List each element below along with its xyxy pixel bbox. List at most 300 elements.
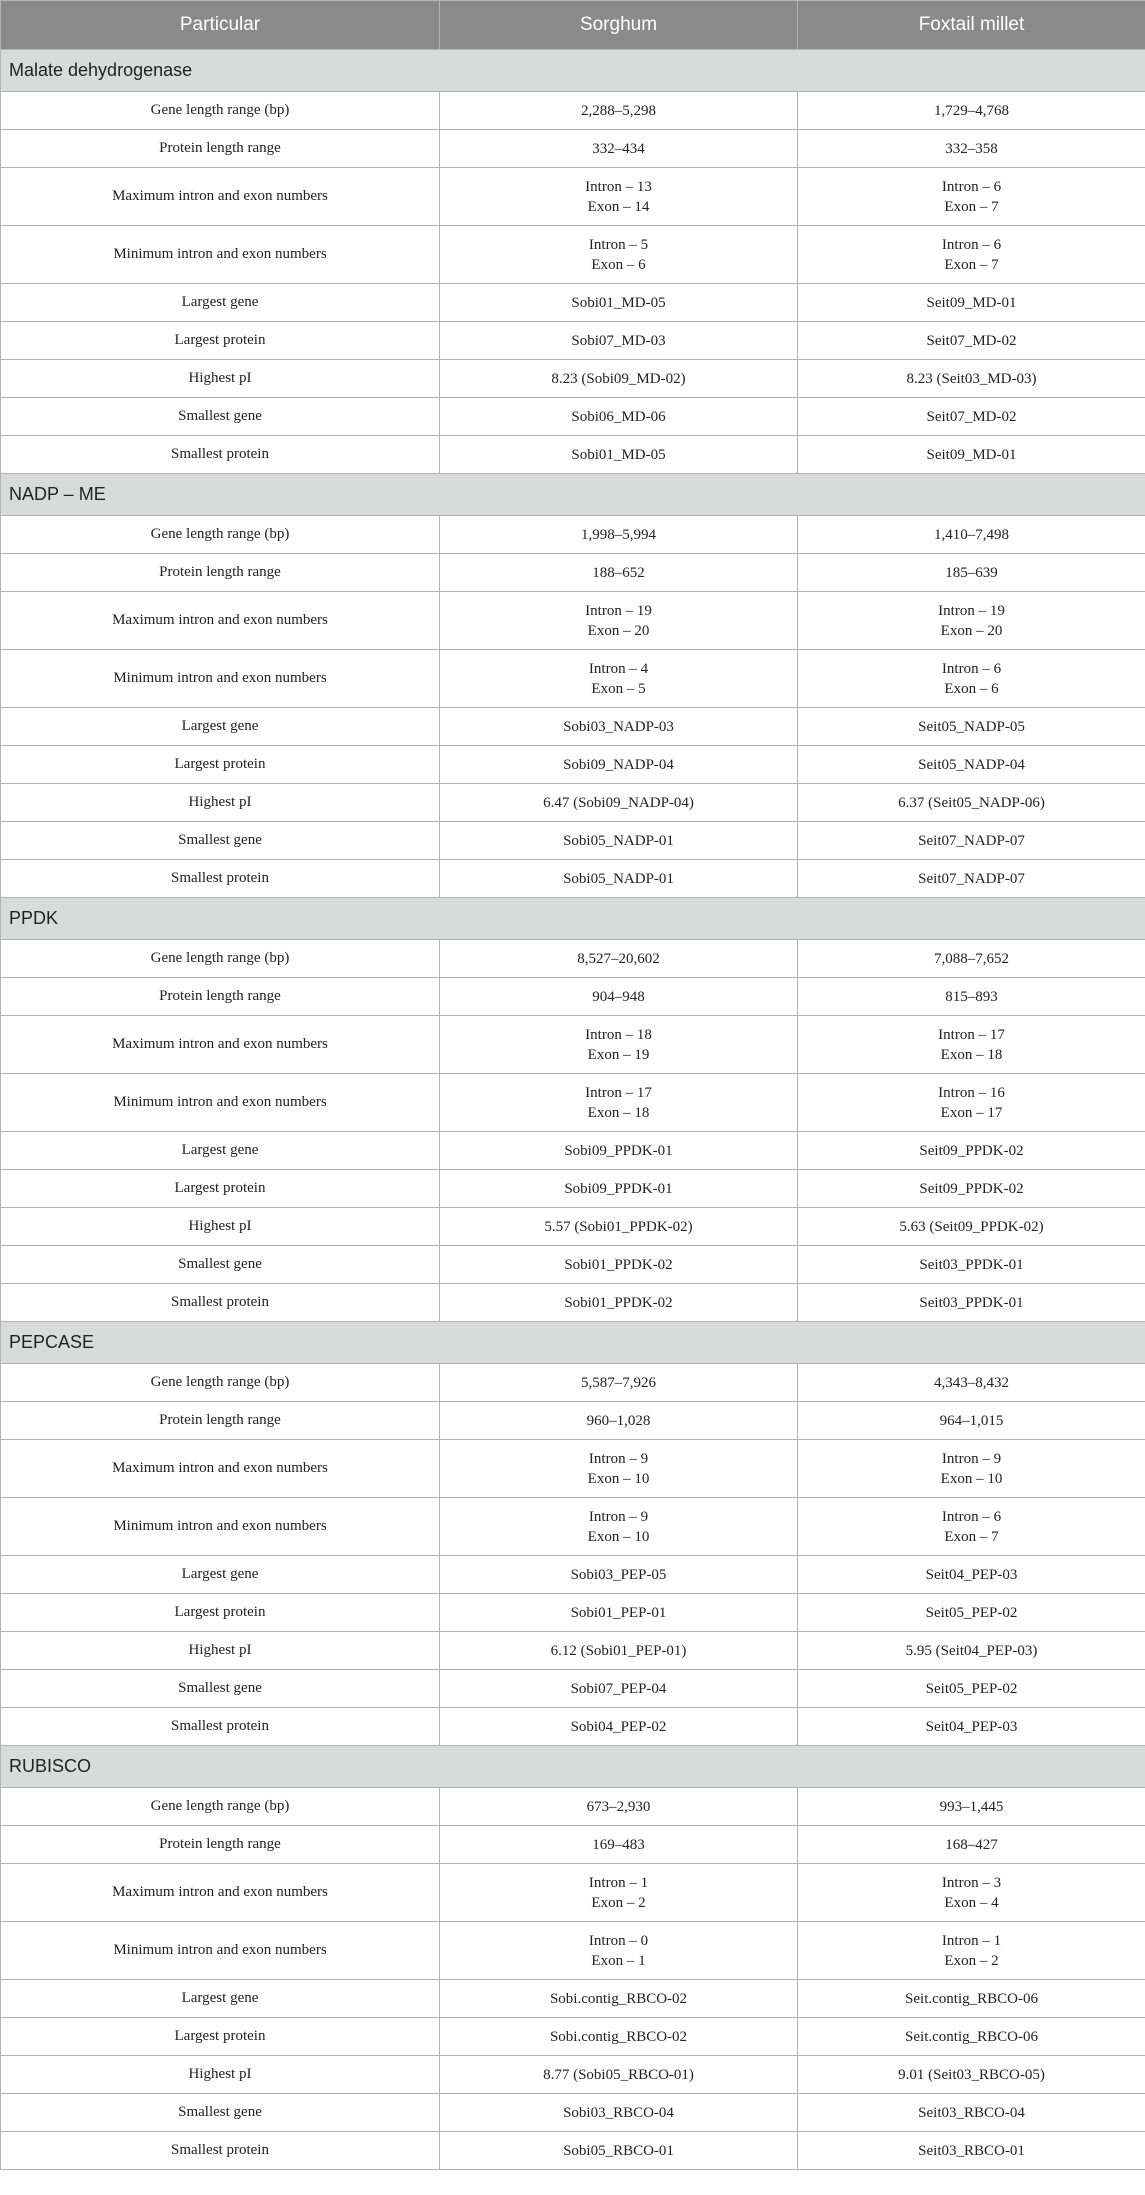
table-row [1, 1246, 1145, 1284]
foxtail-millet-cell [798, 1826, 1145, 1864]
foxtail-millet-cell [798, 1246, 1145, 1284]
cell-line: 4,343–8,432 [934, 1374, 1009, 1391]
foxtail-millet-cell [798, 2094, 1145, 2132]
cell-line: Seit.contig_RBCO-06 [905, 2028, 1038, 2045]
cell-line: Exon – 7 [944, 256, 999, 273]
table-row [1, 322, 1145, 360]
sorghum-cell [440, 1284, 798, 1322]
cell-line: 673–2,930 [586, 1798, 651, 1815]
cell-line: Exon – 20 [587, 622, 650, 639]
cell-line: Intron – 9 [588, 1508, 649, 1525]
particular-cell: Smallest protein [1, 1284, 440, 1322]
sorghum-cell [440, 1246, 798, 1284]
table-row [1, 2132, 1145, 2170]
section-row [1, 474, 1145, 516]
foxtail-millet-cell [798, 1016, 1145, 1074]
cell-line: 5.57 (Sobi01_PPDK-02) [544, 1218, 693, 1235]
particular-cell: Minimum intron and exon numbers [1, 1074, 440, 1132]
cell-line: Sobi09_NADP-04 [563, 756, 674, 773]
cell-line: 5,587–7,926 [581, 1374, 656, 1391]
particular-cell: Maximum intron and exon numbers [1, 1016, 440, 1074]
particular-cell: Largest protein [1, 322, 440, 360]
cell-line: Intron – 0 [588, 1932, 649, 1949]
section-title: Malate dehydrogenase [1, 50, 1145, 92]
cell-line: Sobi01_PEP-01 [570, 1604, 667, 1621]
cell-line: Sobi09_PPDK-01 [564, 1180, 673, 1197]
sorghum-cell [440, 2094, 798, 2132]
particular-cell: Minimum intron and exon numbers [1, 1922, 440, 1980]
header-row [1, 1, 1145, 50]
table-row [1, 398, 1145, 436]
sorghum-cell [440, 746, 798, 784]
foxtail-millet-cell [798, 784, 1145, 822]
foxtail-millet-cell [798, 1498, 1145, 1556]
cell-line: 6.37 (Seit05_NADP-06) [898, 794, 1045, 811]
particular-cell: Maximum intron and exon numbers [1, 1440, 440, 1498]
particular-cell: Maximum intron and exon numbers [1, 1864, 440, 1922]
sorghum-cell [440, 554, 798, 592]
cell-line: Exon – 2 [944, 1952, 999, 1969]
cell-line: Sobi01_PPDK-02 [564, 1256, 673, 1273]
cell-line: Exon – 10 [940, 1470, 1003, 1487]
foxtail-millet-cell [798, 1170, 1145, 1208]
sorghum-cell [440, 650, 798, 708]
particular-cell: Protein length range [1, 554, 440, 592]
table-row [1, 784, 1145, 822]
particular-cell: Largest gene [1, 1132, 440, 1170]
cell-line: Exon – 18 [940, 1046, 1003, 1063]
cell-line: Intron – 3 [941, 1874, 1002, 1891]
foxtail-millet-cell [798, 940, 1145, 978]
cell-line: 1,729–4,768 [934, 102, 1009, 119]
foxtail-millet-cell [798, 130, 1145, 168]
cell-line: Intron – 13 [585, 178, 652, 195]
sorghum-cell [440, 1788, 798, 1826]
cell-line: Exon – 7 [944, 1528, 999, 1545]
sorghum-cell [440, 130, 798, 168]
cell-line: 904–948 [592, 988, 645, 1005]
foxtail-millet-cell [798, 1074, 1145, 1132]
section-row [1, 898, 1145, 940]
cell-line: 964–1,015 [939, 1412, 1004, 1429]
table-row [1, 130, 1145, 168]
particular-cell: Highest pI [1, 360, 440, 398]
table-row [1, 92, 1145, 130]
particular-cell: Smallest protein [1, 860, 440, 898]
foxtail-millet-cell [798, 226, 1145, 284]
sorghum-cell [440, 2056, 798, 2094]
particular-cell: Smallest gene [1, 822, 440, 860]
table-row [1, 436, 1145, 474]
sorghum-cell [440, 1708, 798, 1746]
sorghum-cell [440, 822, 798, 860]
sorghum-cell [440, 1826, 798, 1864]
cell-line: 960–1,028 [586, 1412, 651, 1429]
cell-line: Seit07_MD-02 [926, 332, 1017, 349]
cell-line: 188–652 [592, 564, 645, 581]
cell-line: Intron – 18 [585, 1026, 652, 1043]
foxtail-millet-cell [798, 1594, 1145, 1632]
cell-line: 993–1,445 [939, 1798, 1004, 1815]
section-row [1, 1746, 1145, 1788]
table-row [1, 822, 1145, 860]
sorghum-cell [440, 2132, 798, 2170]
particular-cell: Maximum intron and exon numbers [1, 592, 440, 650]
section-title: RUBISCO [1, 1746, 1145, 1788]
foxtail-millet-cell [798, 2132, 1145, 2170]
foxtail-millet-cell [798, 168, 1145, 226]
foxtail-millet-cell [798, 1632, 1145, 1670]
foxtail-millet-cell [798, 1402, 1145, 1440]
sorghum-cell [440, 1074, 798, 1132]
cell-line: Exon – 4 [944, 1894, 999, 1911]
cell-line: 8.23 (Sobi09_MD-02) [551, 370, 686, 387]
cell-line: 169–483 [592, 1836, 645, 1853]
foxtail-millet-cell [798, 592, 1145, 650]
header-foxtail-millet: Foxtail millet [798, 1, 1145, 50]
cell-line: Exon – 10 [587, 1470, 650, 1487]
cell-line: Sobi01_MD-05 [571, 294, 666, 311]
table-row [1, 2018, 1145, 2056]
foxtail-millet-cell [798, 436, 1145, 474]
cell-line: Seit07_MD-02 [926, 408, 1017, 425]
sorghum-cell [440, 516, 798, 554]
sorghum-cell [440, 1498, 798, 1556]
table-row [1, 554, 1145, 592]
particular-cell: Largest protein [1, 1594, 440, 1632]
particular-cell: Smallest protein [1, 436, 440, 474]
cell-line: Seit05_NADP-04 [918, 756, 1025, 773]
foxtail-millet-cell [798, 516, 1145, 554]
cell-line: Seit04_PEP-03 [925, 1566, 1018, 1583]
table-body [1, 50, 1145, 2170]
cell-line: Sobi.contig_RBCO-02 [549, 2028, 688, 2045]
sorghum-cell [440, 1402, 798, 1440]
cell-line: Seit09_PPDK-02 [919, 1142, 1024, 1159]
table-row [1, 1670, 1145, 1708]
table-row [1, 1284, 1145, 1322]
cell-line: Seit07_NADP-07 [918, 870, 1025, 887]
cell-line: 6.12 (Sobi01_PEP-01) [550, 1642, 687, 1659]
table-row [1, 1708, 1145, 1746]
table-row [1, 1864, 1145, 1922]
table-row [1, 1132, 1145, 1170]
cell-line: 5.63 (Seit09_PPDK-02) [899, 1218, 1044, 1235]
sorghum-cell [440, 1016, 798, 1074]
cell-line: Exon – 1 [591, 1952, 646, 1969]
cell-line: Seit05_NADP-05 [918, 718, 1025, 735]
particular-cell: Largest gene [1, 284, 440, 322]
table-row [1, 360, 1145, 398]
foxtail-millet-cell [798, 2056, 1145, 2094]
sorghum-cell [440, 1170, 798, 1208]
sorghum-cell [440, 1670, 798, 1708]
cell-line: Exon – 18 [587, 1104, 650, 1121]
table-row [1, 978, 1145, 1016]
table-row [1, 2094, 1145, 2132]
particular-cell: Highest pI [1, 1632, 440, 1670]
cell-line: Seit03_PPDK-01 [919, 1294, 1024, 1311]
table-row [1, 1364, 1145, 1402]
cell-line: Sobi05_NADP-01 [563, 832, 674, 849]
sorghum-cell [440, 226, 798, 284]
cell-line: Seit.contig_RBCO-06 [905, 1990, 1038, 2007]
cell-line: Sobi07_PEP-04 [570, 1680, 667, 1697]
particular-cell: Gene length range (bp) [1, 940, 440, 978]
cell-line: 5.95 (Seit04_PEP-03) [905, 1642, 1038, 1659]
cell-line: 168–427 [945, 1836, 998, 1853]
cell-line: Sobi01_PPDK-02 [564, 1294, 673, 1311]
sorghum-cell [440, 284, 798, 322]
table-row [1, 746, 1145, 784]
sorghum-cell [440, 1594, 798, 1632]
sorghum-cell [440, 1440, 798, 1498]
cell-line: Exon – 10 [587, 1528, 650, 1545]
table-row [1, 592, 1145, 650]
cell-line: Seit05_PEP-02 [925, 1604, 1018, 1621]
cell-line: 2,288–5,298 [581, 102, 656, 119]
foxtail-millet-cell [798, 1284, 1145, 1322]
sorghum-cell [440, 360, 798, 398]
particular-cell: Smallest gene [1, 398, 440, 436]
cell-line: Intron – 6 [941, 236, 1002, 253]
cell-line: Intron – 16 [938, 1084, 1005, 1101]
sorghum-cell [440, 2018, 798, 2056]
sorghum-cell [440, 940, 798, 978]
cell-line: Sobi03_PEP-05 [570, 1566, 667, 1583]
table-row [1, 708, 1145, 746]
table-row [1, 1402, 1145, 1440]
table-row [1, 226, 1145, 284]
foxtail-millet-cell [798, 822, 1145, 860]
sorghum-cell [440, 1980, 798, 2018]
cell-line: Exon – 5 [591, 680, 646, 697]
table-row [1, 1826, 1145, 1864]
foxtail-millet-cell [798, 1922, 1145, 1980]
sorghum-cell [440, 1556, 798, 1594]
section-title: PEPCASE [1, 1322, 1145, 1364]
foxtail-millet-cell [798, 360, 1145, 398]
cell-line: Exon – 20 [940, 622, 1003, 639]
table-row [1, 860, 1145, 898]
cell-line: Seit07_NADP-07 [918, 832, 1025, 849]
table-row [1, 1074, 1145, 1132]
foxtail-millet-cell [798, 1208, 1145, 1246]
cell-line: Sobi05_RBCO-01 [563, 2142, 674, 2159]
table-row [1, 1980, 1145, 2018]
sorghum-cell [440, 1364, 798, 1402]
particular-cell: Minimum intron and exon numbers [1, 650, 440, 708]
cell-line: Seit09_PPDK-02 [919, 1180, 1024, 1197]
table-row [1, 1922, 1145, 1980]
table-row [1, 1170, 1145, 1208]
cell-line: 8.77 (Sobi05_RBCO-01) [543, 2066, 694, 2083]
table-row [1, 1788, 1145, 1826]
cell-line: 6.47 (Sobi09_NADP-04) [543, 794, 694, 811]
cell-line: Exon – 17 [940, 1104, 1003, 1121]
foxtail-millet-cell [798, 1556, 1145, 1594]
cell-line: Exon – 19 [587, 1046, 650, 1063]
particular-cell: Largest gene [1, 1556, 440, 1594]
cell-line: Sobi07_MD-03 [571, 332, 666, 349]
table-row [1, 1498, 1145, 1556]
foxtail-millet-cell [798, 1980, 1145, 2018]
particular-cell: Largest gene [1, 708, 440, 746]
cell-line: Intron – 6 [941, 178, 1002, 195]
sorghum-cell [440, 398, 798, 436]
cell-line: Intron – 1 [588, 1874, 649, 1891]
sorghum-cell [440, 784, 798, 822]
cell-line: Exon – 14 [587, 198, 650, 215]
cell-line: Intron – 19 [938, 602, 1005, 619]
foxtail-millet-cell [798, 1864, 1145, 1922]
header-particular: Particular [1, 1, 440, 50]
cell-line: Exon – 6 [591, 256, 646, 273]
cell-line: Intron – 6 [941, 1508, 1002, 1525]
particular-cell: Smallest gene [1, 2094, 440, 2132]
table-row [1, 940, 1145, 978]
sorghum-cell [440, 1864, 798, 1922]
section-title: NADP – ME [1, 474, 1145, 516]
cell-line: 7,088–7,652 [934, 950, 1009, 967]
sorghum-cell [440, 1208, 798, 1246]
table-row [1, 1556, 1145, 1594]
particular-cell: Gene length range (bp) [1, 92, 440, 130]
particular-cell: Smallest gene [1, 1246, 440, 1284]
cell-line: Intron – 5 [588, 236, 649, 253]
cell-line: Intron – 19 [585, 602, 652, 619]
sorghum-cell [440, 1632, 798, 1670]
table-row [1, 650, 1145, 708]
foxtail-millet-cell [798, 1788, 1145, 1826]
cell-line: Intron – 17 [938, 1026, 1005, 1043]
sorghum-cell [440, 860, 798, 898]
cell-line: 1,410–7,498 [934, 526, 1009, 543]
particular-cell: Smallest protein [1, 2132, 440, 2170]
cell-line: Sobi.contig_RBCO-02 [549, 1990, 688, 2007]
cell-line: Intron – 9 [588, 1450, 649, 1467]
sorghum-cell [440, 322, 798, 360]
cell-line: Sobi01_MD-05 [571, 446, 666, 463]
foxtail-millet-cell [798, 1708, 1145, 1746]
foxtail-millet-cell [798, 284, 1145, 322]
particular-cell: Largest gene [1, 1980, 440, 2018]
foxtail-millet-cell [798, 650, 1145, 708]
foxtail-millet-cell [798, 322, 1145, 360]
cell-line: Intron – 6 [941, 660, 1002, 677]
particular-cell: Largest protein [1, 2018, 440, 2056]
table-row [1, 2056, 1145, 2094]
table-row [1, 1594, 1145, 1632]
cell-line: Intron – 9 [941, 1450, 1002, 1467]
particular-cell: Highest pI [1, 784, 440, 822]
cell-line: 332–434 [592, 140, 645, 157]
particular-cell: Gene length range (bp) [1, 1788, 440, 1826]
particular-cell: Minimum intron and exon numbers [1, 1498, 440, 1556]
sorghum-cell [440, 978, 798, 1016]
foxtail-millet-cell [798, 978, 1145, 1016]
foxtail-millet-cell [798, 554, 1145, 592]
particular-cell: Gene length range (bp) [1, 1364, 440, 1402]
foxtail-millet-cell [798, 398, 1145, 436]
section-title: PPDK [1, 898, 1145, 940]
sorghum-cell [440, 92, 798, 130]
particular-cell: Protein length range [1, 978, 440, 1016]
cell-line: Seit03_RBCO-04 [918, 2104, 1025, 2121]
cell-line: Sobi06_MD-06 [571, 408, 666, 425]
cell-line: Seit09_MD-01 [926, 294, 1017, 311]
table-row [1, 1208, 1145, 1246]
cell-line: Sobi03_RBCO-04 [563, 2104, 674, 2121]
particular-cell: Largest protein [1, 1170, 440, 1208]
particular-cell: Minimum intron and exon numbers [1, 226, 440, 284]
section-row [1, 1322, 1145, 1364]
particular-cell: Highest pI [1, 2056, 440, 2094]
sorghum-cell [440, 1132, 798, 1170]
cell-line: Intron – 4 [588, 660, 649, 677]
particular-cell: Maximum intron and exon numbers [1, 168, 440, 226]
header-sorghum: Sorghum [440, 1, 798, 50]
cell-line: Seit03_PPDK-01 [919, 1256, 1024, 1273]
particular-cell: Highest pI [1, 1208, 440, 1246]
cell-line: Seit09_MD-01 [926, 446, 1017, 463]
cell-line: Exon – 2 [591, 1894, 646, 1911]
sorghum-cell [440, 436, 798, 474]
foxtail-millet-cell [798, 1670, 1145, 1708]
cell-line: 185–639 [945, 564, 998, 581]
sorghum-cell [440, 1922, 798, 1980]
cell-line: 8.23 (Seit03_MD-03) [906, 370, 1037, 387]
table-row [1, 168, 1145, 226]
sorghum-cell [440, 168, 798, 226]
foxtail-millet-cell [798, 2018, 1145, 2056]
cell-line: 815–893 [945, 988, 998, 1005]
cell-line: Seit03_RBCO-01 [918, 2142, 1025, 2159]
cell-line: Sobi05_NADP-01 [563, 870, 674, 887]
particular-cell: Protein length range [1, 1826, 440, 1864]
foxtail-millet-cell [798, 92, 1145, 130]
cell-line: Sobi04_PEP-02 [570, 1718, 667, 1735]
table-row [1, 1632, 1145, 1670]
foxtail-millet-cell [798, 1132, 1145, 1170]
cell-line: 332–358 [945, 140, 998, 157]
particular-cell: Smallest gene [1, 1670, 440, 1708]
particular-cell: Smallest protein [1, 1708, 440, 1746]
section-row [1, 50, 1145, 92]
table-row [1, 1016, 1145, 1074]
cell-line: Exon – 6 [944, 680, 999, 697]
cell-line: Intron – 1 [941, 1932, 1002, 1949]
cell-line: 1,998–5,994 [581, 526, 656, 543]
foxtail-millet-cell [798, 708, 1145, 746]
sorghum-cell [440, 708, 798, 746]
table-row [1, 1440, 1145, 1498]
particular-cell: Protein length range [1, 130, 440, 168]
cell-line: 8,527–20,602 [577, 950, 660, 967]
table-row [1, 516, 1145, 554]
foxtail-millet-cell [798, 860, 1145, 898]
table-row [1, 284, 1145, 322]
cell-line: Seit05_PEP-02 [925, 1680, 1018, 1697]
foxtail-millet-cell [798, 746, 1145, 784]
cell-line: Sobi09_PPDK-01 [564, 1142, 673, 1159]
foxtail-millet-cell [798, 1364, 1145, 1402]
particular-cell: Gene length range (bp) [1, 516, 440, 554]
particular-cell: Protein length range [1, 1402, 440, 1440]
cell-line: Sobi03_NADP-03 [563, 718, 674, 735]
particular-cell: Largest protein [1, 746, 440, 784]
cell-line: Exon – 7 [944, 198, 999, 215]
